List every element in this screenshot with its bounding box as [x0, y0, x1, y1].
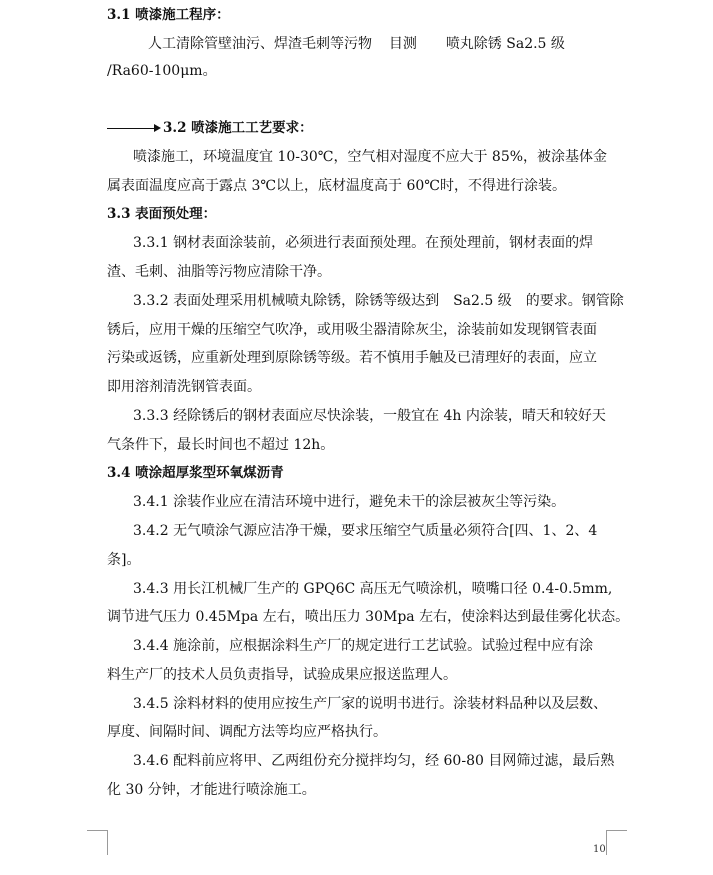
section-heading-3-2-row	[107, 118, 313, 138]
paragraph-line: 喷漆施工，环境温度宜 10-30℃，空气相对湿度不应大于 85%，被涂基体金	[133, 149, 608, 165]
process-flow-line	[148, 34, 605, 54]
paragraph-line: 条]。	[107, 552, 141, 568]
paragraph-line: 渣、毛刺、油脂等污物应清除干净。	[107, 264, 331, 280]
process-flow-line-2: /Ra60-100μm。	[107, 63, 217, 79]
paragraph-line: 3.4.1 涂装作业应在清洁环境中进行，避免未干的涂层被灰尘等污染。	[133, 494, 566, 510]
page-corner-mark-left	[87, 830, 108, 855]
paragraph-line: 厚度、间隔时间、调配方法等均应严格执行。	[107, 724, 387, 740]
paragraph-line: 污染或返锈，应重新处理到原除锈等级。若不慎用手触及已清理好的表面，应立	[107, 350, 597, 366]
page-number: 10	[593, 844, 606, 855]
paragraph-line: 调节进气压力 0.45Mpa 左右，喷出压力 30Mpa 左右，使涂料达到最佳雾化状态。	[107, 609, 630, 625]
paragraph-line: 3.3.3 经除锈后的钢材表面应尽快涂装，一般宜在 4h 内涂装，晴天和较好天	[133, 408, 606, 424]
paragraph-line: 3.4.6 配料前应将甲、乙两组份充分搅拌均匀，经 60-80 目网筛过滤，最后熟	[133, 753, 615, 769]
process-step-inspection: 目测	[388, 36, 417, 52]
paragraph-line: 料生产厂的技术人员负责指导，试验成果应报送监理人。	[107, 667, 457, 683]
process-step-blasting: 喷丸除锈 Sa2.5 级	[445, 36, 565, 52]
paragraph-line: 属表面温度应高于露点 3℃以上，底材温度高于 60℃时，不得进行涂装。	[107, 178, 566, 194]
paragraph-line: 化 30 分钟，才能进行喷涂施工。	[107, 782, 316, 798]
paragraph-line: 3.3.2 表面处理采用机械喷丸除锈，除锈等级达到 Sa2.5 级 的要求。钢管除	[133, 293, 624, 309]
section-heading-3-4: 3.4 喷涂超厚浆型环氧煤沥青	[107, 465, 284, 481]
paragraph-line: 3.4.3 用长江机械厂生产的 GPQ6C 高压无气喷涂机，喷嘴口径 0.4-0.5mm,	[133, 581, 613, 597]
paragraph-line: 气条件下，最长时间也不超过 12h。	[107, 437, 335, 453]
arrow-line-icon	[107, 128, 155, 129]
paragraph-line: 3.4.5 涂料材料的使用应按生产厂家的说明书进行。涂装材料品种以及层数、	[133, 696, 608, 712]
section-heading-3-3: 3.3 表面预处理：	[107, 206, 217, 222]
section-heading-3-1: 3.1 喷漆施工程序：	[107, 7, 230, 23]
paragraph-line: 锈后，应用干燥的压缩空气吹净，或用吸尘器清除灰尘，涂装前如发现钢管表面	[107, 322, 597, 338]
process-step-cleaning: 人工清除管壁油污、焊渣毛刺等污物	[148, 36, 372, 52]
paragraph-line: 即用溶剂清洗钢管表面。	[107, 379, 261, 395]
section-heading-3-2: 3.2 喷漆施工工艺要求：	[163, 120, 313, 136]
paragraph-line: 3.4.2 无气喷涂气源应洁净干燥，要求压缩空气质量必须符合[四、1、2、4	[133, 523, 598, 539]
paragraph-line: 3.3.1 钢材表面涂装前，必须进行表面预处理。在预处理前，钢材表面的焊	[133, 235, 594, 251]
page-corner-mark-right	[606, 830, 627, 855]
paragraph-line: 3.4.4 施涂前，应根据涂料生产厂的规定进行工艺试验。试验过程中应有涂	[133, 638, 594, 654]
arrow-head-icon	[154, 124, 161, 132]
